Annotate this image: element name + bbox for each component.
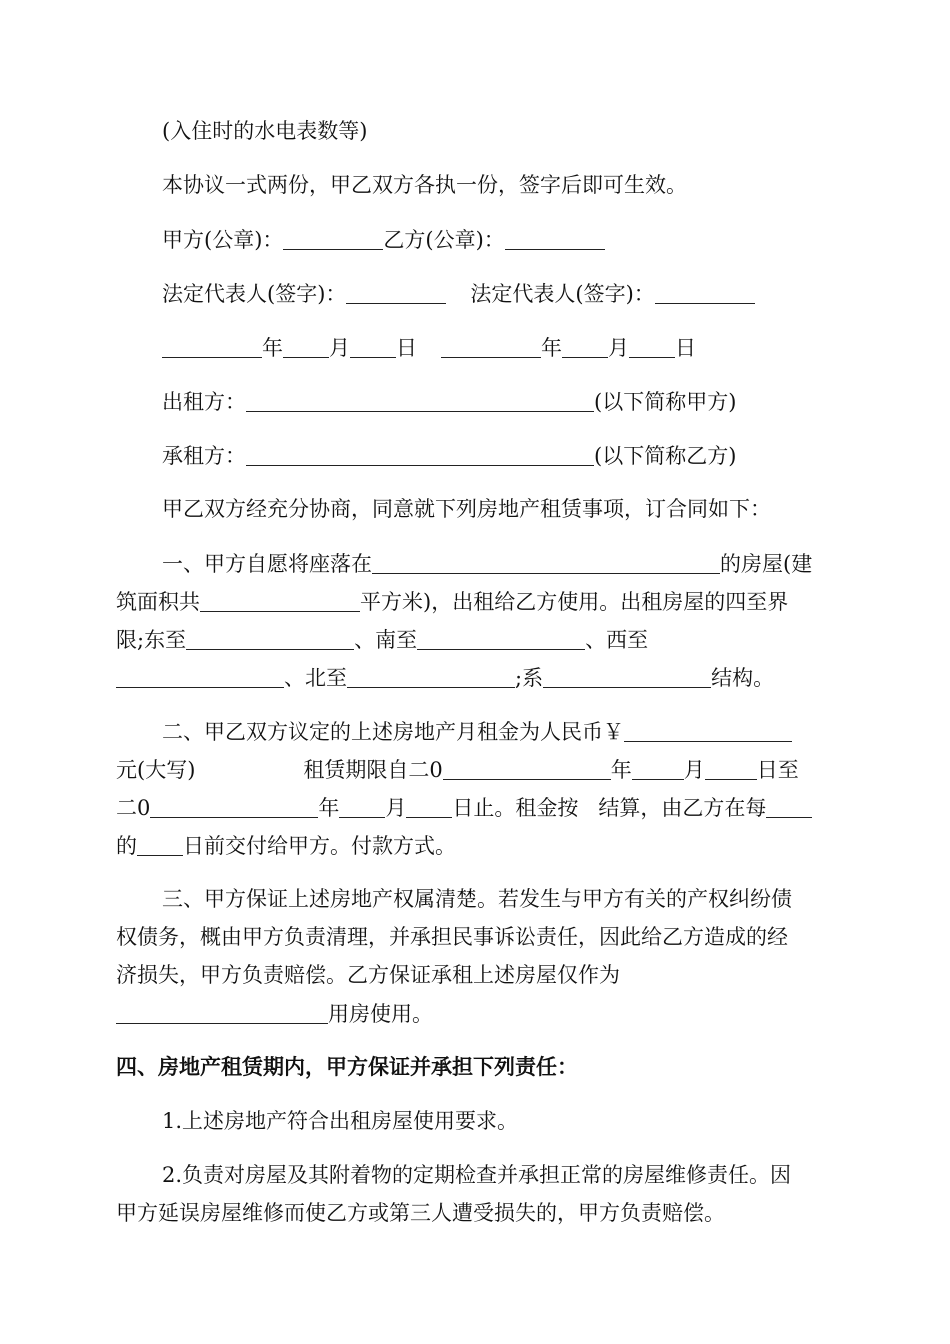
blank-field [116, 999, 328, 1021]
text-segment: 甲乙双方经充分协商，同意就下列房地产租赁事项，订合同如下： [162, 497, 771, 521]
text-segment: 平方米)，出租给乙方使用。出租房屋的四至界 [360, 590, 789, 614]
blank-field [339, 793, 385, 815]
blank-field [624, 717, 792, 739]
text-segment: 日前交付给甲方。付款方式。 [183, 834, 456, 858]
blank-field [372, 549, 720, 571]
blank-field [137, 831, 183, 853]
text-segment: 结构。 [711, 666, 775, 690]
text-segment: 月 [385, 796, 407, 820]
text-segment: 日至 [756, 758, 799, 782]
text-segment: 年 [610, 758, 632, 782]
blank-field [562, 333, 608, 355]
blank-field [246, 387, 594, 409]
blank-field [543, 663, 711, 685]
section-heading [116, 1053, 578, 1081]
blank-field [283, 225, 383, 247]
text-segment: 2.负责对房屋及其附着物的定期检查并承担正常的房屋维修责任。因 [162, 1163, 792, 1187]
text-segment: 结算，由乙方在每 [598, 796, 767, 820]
blank-field [443, 755, 611, 777]
text-segment: 本协议一式两份，甲乙双方各执一份，签字后即可生效。 [162, 173, 687, 197]
blank-field [283, 333, 329, 355]
text-segment: 用房使用。 [328, 1002, 433, 1026]
clause-2-line [162, 717, 792, 746]
text-segment: 日 [396, 336, 417, 360]
text-segment: 承租方： [162, 444, 246, 468]
clause-1-line [162, 549, 812, 578]
text-segment: 权债务，概由甲方负责清理，并承担民事诉讼责任，因此给乙方造成的经 [116, 925, 788, 949]
blank-field [162, 333, 262, 355]
text-segment: 四、房地产租赁期内，甲方保证并承担下列责任： [116, 1054, 578, 1079]
text-line [162, 117, 367, 145]
blank-field [346, 279, 446, 301]
clause-2-line [116, 755, 799, 784]
blank-field [417, 625, 585, 647]
text-segment: 二0 [116, 796, 151, 820]
blank-field [347, 663, 515, 685]
blank-field [246, 441, 594, 463]
text-segment: (以下简称甲方) [594, 390, 737, 414]
clause-3-line [116, 999, 433, 1028]
text-segment: 月 [329, 336, 350, 360]
text-segment: 、北至 [284, 666, 347, 690]
text-segment: 元(大写) [116, 758, 196, 782]
blank-field [406, 793, 452, 815]
text-segment: (以下简称乙方) [594, 444, 737, 468]
list-item [162, 1107, 518, 1135]
clause-3-line [162, 885, 792, 913]
blank-field [150, 793, 318, 815]
clause-3-line [116, 923, 788, 951]
text-segment: 、西至 [585, 628, 649, 652]
text-segment: 月 [608, 336, 629, 360]
text-segment: 二、甲乙双方议定的上述房地产月租金为人民币￥ [162, 720, 624, 744]
blank-field [350, 333, 396, 355]
text-segment: 济损失，甲方负责赔偿。乙方保证承租上述房屋仅作为 [116, 963, 620, 987]
clause-2-line [116, 831, 456, 860]
blank-field [766, 793, 812, 815]
text-segment: ;系 [515, 666, 544, 690]
blank-field [116, 663, 284, 685]
text-segment: 三、甲方保证上述房地产权属清楚。若发生与甲方有关的产权纠纷债 [162, 887, 792, 911]
lessor-line [162, 387, 736, 416]
clause-1-line [116, 663, 774, 692]
text-segment: 、南至 [354, 628, 418, 652]
blank-field [200, 587, 360, 609]
text-segment: 1.上述房地产符合出租房屋使用要求。 [162, 1109, 519, 1133]
text-segment: 乙方(公章)： [383, 228, 505, 252]
date-line [162, 333, 696, 362]
text-segment: 的 [116, 834, 137, 858]
text-segment: 年 [318, 796, 340, 820]
blank-field [655, 279, 755, 301]
text-segment: 日止。租金按 [452, 796, 579, 820]
text-line [162, 495, 771, 523]
clause-3-line [116, 961, 620, 989]
text-segment: 甲方延误房屋维修而使乙方或第三人遭受损失的，甲方负责赔偿。 [116, 1201, 725, 1225]
text-segment: 法定代表人(签字)： [162, 282, 347, 306]
clause-1-line [116, 625, 648, 654]
text-segment: 甲方(公章)： [162, 228, 284, 252]
text-line [162, 171, 687, 199]
blank-field [632, 755, 684, 777]
text-segment: 的房屋(建 [720, 552, 813, 576]
text-segment: 筑面积共 [116, 590, 200, 614]
text-segment: 年 [262, 336, 283, 360]
list-item-continuation [116, 1199, 725, 1227]
blank-field [629, 333, 675, 355]
text-segment: (入住时的水电表数等) [162, 119, 368, 143]
text-segment: 年 [541, 336, 562, 360]
text-segment: 租赁期限自二0 [303, 758, 443, 782]
blank-field [441, 333, 541, 355]
text-segment: 限;东至 [116, 628, 187, 652]
blank-field [186, 625, 354, 647]
signature-line-representative [162, 279, 755, 308]
clause-1-line [116, 587, 788, 616]
text-segment: 一、甲方自愿将座落在 [162, 552, 372, 576]
text-segment: 法定代表人(签字)： [470, 282, 655, 306]
lessee-line [162, 441, 736, 470]
text-segment: 月 [683, 758, 705, 782]
blank-field [505, 225, 605, 247]
clause-2-line [116, 793, 812, 822]
text-segment: 出租方： [162, 390, 246, 414]
text-segment: 日 [675, 336, 696, 360]
signature-line-seal [162, 225, 605, 254]
blank-field [705, 755, 757, 777]
list-item [162, 1161, 791, 1189]
